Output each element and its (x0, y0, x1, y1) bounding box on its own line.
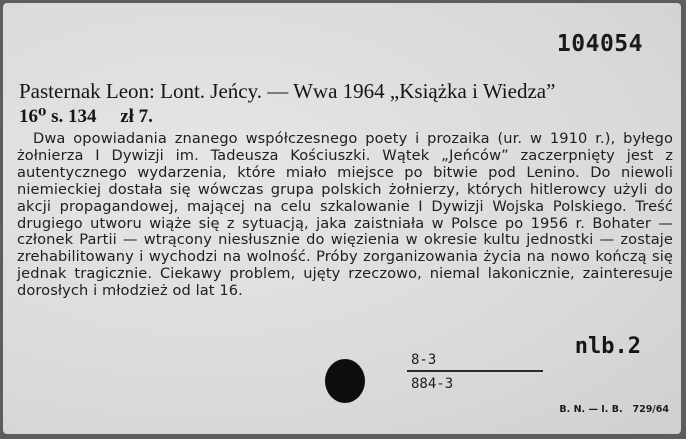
catalog-number: 104054 (556, 31, 643, 57)
abstract-text: Dwa opowiadania znanego współczesnego poety i prozaika (ur. w 1910 r.), byłego żołnierza I Dywizji im. Tadeusza Kościuszki. Wątek „Jeńców” zaczerpnięty jest z autentycznego wydarzenia, które miało miejsce po bitwie pod Lenino. Do niewoli niemieckiej dostała się wówczas grupa polskich żołnierzy, których hitlerowcy użyli do akcji propagandowej, mającej na celu szkalowanie I Dywizji Wojska Polskiego. Treść drugiego utworu wiąże się z sytuacją, jaka zaistniała w Polsce po 1956 r. Bohater — członek Partii — wtrącony niesłusznie do więzienia w okresie kultu jednostki — zostaje zrehabilitowany i wychodzi na wolność. Próby zorganizowania życia na nowo kończą się jednak tragicznie. Ciekawy problem, ujęty rzeczowo, niemal lakonicznie, zainteresuje dorosłych i młodzież od lat 16. (17, 130, 673, 300)
footer-mark: B. N. — I. B. 729/64 (559, 404, 669, 415)
punch-hole (325, 359, 365, 403)
shelf-mark-divider (407, 370, 543, 372)
bibliographic-details: 16⁰ s. 134 zł 7. (19, 106, 153, 127)
shelf-mark-top: 8-3 (411, 352, 437, 368)
classification-code: nlb.2 (574, 334, 641, 359)
bibliographic-heading: Pasternak Leon: Lont. Jeńcy. — Wwa 1964 „Książka i Wiedza” (19, 79, 556, 103)
shelf-mark-bottom: 884-3 (411, 376, 454, 392)
catalog-card (3, 3, 681, 434)
